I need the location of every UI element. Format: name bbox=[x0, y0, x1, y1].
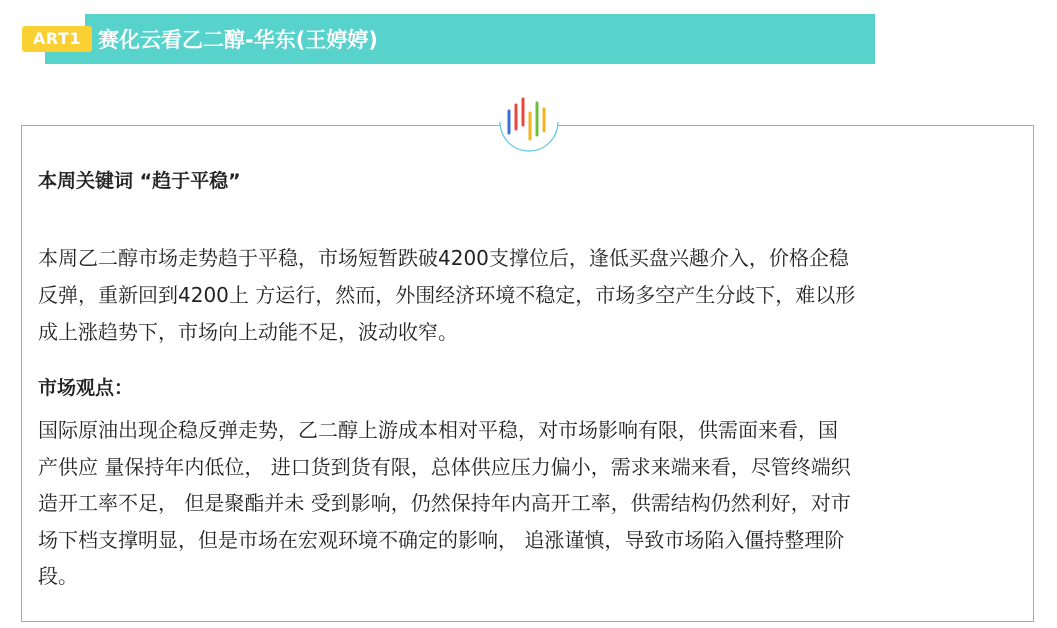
weekly-keyword: 本周关键词 “趋于平稳” bbox=[38, 170, 241, 192]
paragraph-line: 场下档支撑明显，但是市场在宏观环境不确定的影响， 追涨谨慎，导致市场陷入僵持整理阶 bbox=[38, 527, 845, 552]
paragraph-line: 造开工率不足， 但是聚酯并未 受到影响，仍然保持年内高开工率，供需结构仍然利好，对市 bbox=[38, 491, 851, 515]
banner-notch bbox=[45, 14, 85, 26]
market-summary-paragraph bbox=[38, 240, 1028, 351]
market-view-paragraph bbox=[38, 412, 1028, 595]
paragraph-line: 成上涨趋势下，市场向上动能不足，波动收窄。 bbox=[38, 320, 458, 344]
market-view-heading: 市场观点： bbox=[38, 377, 134, 399]
bar-lines-logo-icon bbox=[497, 95, 561, 155]
paragraph-line: 段。 bbox=[38, 564, 78, 588]
art-badge: ART1 bbox=[22, 26, 92, 52]
paragraph-line: 国际原油出现企稳反弹走势，乙二醇上游成本相对平稳，对市场影响有限，供需面来看，国 bbox=[38, 418, 838, 442]
page-title: 赛化云看乙二醇-华东(王婷婷) bbox=[98, 28, 378, 52]
paragraph-line: 产供应 量保持年内低位， 进口货到货有限，总体供应压力偏小，需求来端来看，尽管终端织 bbox=[38, 454, 851, 479]
paragraph-line: 反弹，重新回到4200上 方运行，然而，外围经济环境不稳定，市场多空产生分歧下，难以形 bbox=[38, 283, 856, 307]
paragraph-line: 本周乙二醇市场走势趋于平稳，市场短暂跌破4200支撑位后，逢低买盘兴趣介入，价格企稳 bbox=[38, 246, 849, 270]
